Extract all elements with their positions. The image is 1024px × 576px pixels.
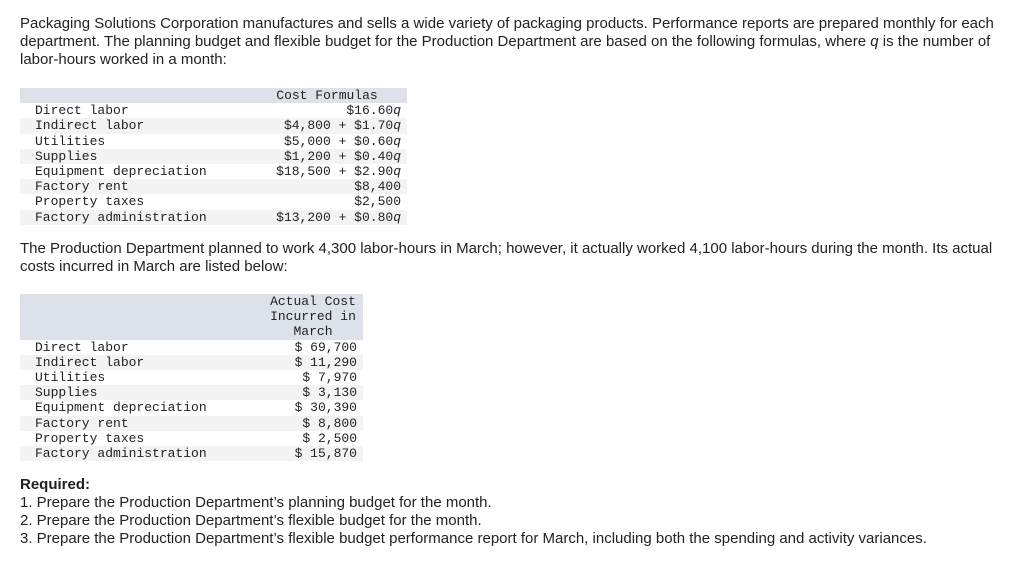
actual-row bbox=[20, 400, 363, 415]
formula-row-label: Factory rent bbox=[20, 179, 247, 194]
actual-row bbox=[20, 385, 363, 400]
actual-header-line: Actual Cost bbox=[270, 294, 356, 309]
actual-row-value: $ 11,290 bbox=[263, 355, 363, 370]
formula-row-label: Supplies bbox=[20, 149, 247, 164]
formula-row-label: Direct labor bbox=[20, 103, 247, 118]
formula-row bbox=[20, 103, 407, 118]
actual-cost-table bbox=[20, 294, 363, 461]
actual-row-label: Supplies bbox=[20, 385, 263, 400]
formula-row-label: Equipment depreciation bbox=[20, 164, 247, 179]
formula-row-value: $4,800 + $1.70q bbox=[247, 118, 407, 133]
formula-header: Cost Formulas bbox=[247, 88, 407, 103]
actual-row-value: $ 15,870 bbox=[263, 446, 363, 461]
actual-header-line: Incurred in bbox=[270, 309, 356, 325]
actual-row bbox=[20, 340, 363, 355]
required-section bbox=[20, 476, 1010, 548]
actual-row bbox=[20, 431, 363, 446]
formula-row bbox=[20, 118, 407, 133]
actual-row-label: Utilities bbox=[20, 370, 263, 385]
actual-row-label: Indirect labor bbox=[20, 355, 263, 370]
required-title: Required: bbox=[20, 476, 91, 493]
actual-row-label: Factory administration bbox=[20, 446, 263, 461]
formula-row-label: Indirect labor bbox=[20, 118, 247, 133]
formula-row-value: $5,000 + $0.60q bbox=[247, 134, 407, 149]
required-item: 1. Prepare the Production Department’s planning budget for the month. bbox=[20, 494, 492, 511]
formula-row bbox=[20, 210, 407, 225]
formula-row bbox=[20, 149, 407, 164]
actual-row bbox=[20, 446, 363, 461]
formula-header-blank bbox=[20, 88, 247, 103]
actual-row-value: $ 3,130 bbox=[263, 385, 363, 400]
formula-row-value: $13,200 + $0.80q bbox=[247, 210, 407, 225]
actual-row bbox=[20, 370, 363, 385]
actual-header-line: March bbox=[293, 324, 333, 340]
formula-row-label: Property taxes bbox=[20, 194, 247, 209]
formula-row-value: $18,500 + $2.90q bbox=[247, 164, 407, 179]
actual-row-value: $ 7,970 bbox=[263, 370, 363, 385]
formula-header-row bbox=[20, 88, 407, 103]
actual-header bbox=[263, 294, 363, 340]
formula-row-value: $2,500 bbox=[247, 194, 407, 209]
formula-row-label: Utilities bbox=[20, 134, 247, 149]
actual-row-value: $ 30,390 bbox=[263, 400, 363, 415]
formula-row bbox=[20, 179, 407, 194]
formula-row bbox=[20, 134, 407, 149]
actual-header-blank bbox=[20, 294, 263, 340]
formula-row-value: $16.60q bbox=[247, 103, 407, 118]
actual-row-label: Property taxes bbox=[20, 431, 263, 446]
actual-row-label: Direct labor bbox=[20, 340, 263, 355]
actual-row-value: $ 69,700 bbox=[263, 340, 363, 355]
formula-row bbox=[20, 194, 407, 209]
actual-row bbox=[20, 416, 363, 431]
middle-paragraph: The Production Department planned to work 4,300 labor-hours in March; however, it actually worked 4,100 labor-hours during the month. Its actual costs incurred in March are listed below: bbox=[20, 240, 993, 275]
cost-formulas-table bbox=[20, 88, 407, 225]
actual-row-label: Equipment depreciation bbox=[20, 400, 263, 415]
required-item: 2. Prepare the Production Department’s flexible budget for the month. bbox=[20, 512, 482, 529]
required-item: 3. Prepare the Production Department’s flexible budget performance report for March, including both the spending and activity variances. bbox=[20, 530, 927, 547]
formula-row bbox=[20, 164, 407, 179]
formula-row-value: $8,400 bbox=[247, 179, 407, 194]
actual-row-value: $ 2,500 bbox=[263, 431, 363, 446]
actual-header-row bbox=[20, 294, 363, 340]
actual-row-label: Factory rent bbox=[20, 416, 263, 431]
actual-row-value: $ 8,800 bbox=[263, 416, 363, 431]
formula-row-value: $1,200 + $0.40q bbox=[247, 149, 407, 164]
intro-paragraph: Packaging Solutions Corporation manufactures and sells a wide variety of packaging products. Performance reports are prepared monthly for each department. The planning budget and flexible budget for the Production Department are based on the following formulas, where q is the number of labor-hours worked in a month: bbox=[20, 15, 994, 68]
formula-row-label: Factory administration bbox=[20, 210, 247, 225]
actual-row bbox=[20, 355, 363, 370]
